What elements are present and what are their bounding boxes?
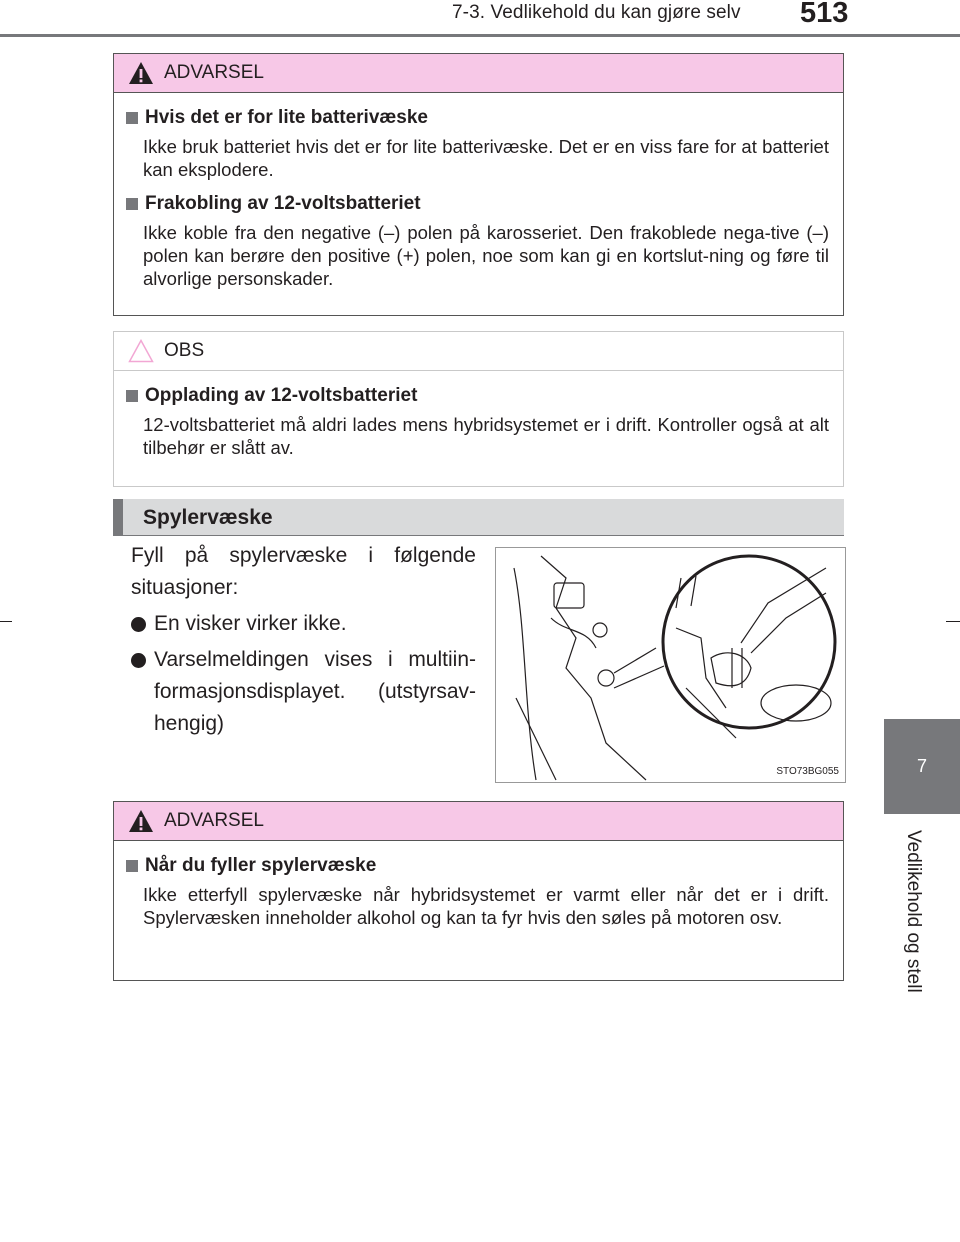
- square-bullet-icon: [126, 390, 138, 402]
- warning-box-1: [113, 53, 844, 316]
- item-text: Ikke etterfyll spylervæske når hybridsystemet er varmt eller når det er i drift. Spylervæsken inneholder alkohol og kan ta fyr hvis den søles på motoren osv.: [143, 884, 829, 928]
- crop-mark-right: [946, 621, 960, 622]
- section-header-bar: [113, 499, 844, 536]
- item-text: Ikke koble fra den negative (–) polen på karosseriet. Den frakoblede nega-tive (–) polen kan berøre den positive (+) polen, noe som kan gi en kortslut-ning og føre til alvorlige personskader.: [143, 222, 829, 289]
- caution-outline-triangle-icon: [128, 339, 154, 363]
- list-item: [131, 608, 476, 640]
- list-item-text: Varselmeldingen vises i multiin-formasjonsdisplayet. (utstyrsav-hengig): [154, 648, 476, 735]
- section-intro: Fyll på spylervæske i følgende situasjoner:: [131, 544, 476, 599]
- item-heading: [126, 855, 829, 877]
- item-heading-text: Opplading av 12-voltsbatteriet: [145, 385, 418, 406]
- item-heading: [126, 193, 829, 215]
- section-title-header: 7-3. Vedlikehold du kan gjøre selv: [452, 2, 741, 23]
- warning-title: ADVARSEL: [164, 62, 264, 83]
- item-heading: [126, 107, 829, 129]
- page-number: 513: [800, 0, 849, 29]
- header-rule: [0, 34, 960, 37]
- warning-title: ADVARSEL: [164, 810, 264, 831]
- chapter-tab: [884, 719, 960, 814]
- section-body: [131, 540, 476, 740]
- warning-triangle-icon: [128, 61, 154, 85]
- illustration-code: STO73BG055: [776, 766, 839, 777]
- chapter-number: 7: [916, 756, 927, 776]
- warning-box-2: [113, 801, 844, 981]
- warning-triangle-icon: [128, 809, 154, 833]
- notice-box-header: [114, 332, 843, 371]
- warning-box-header: [114, 802, 843, 841]
- square-bullet-icon: [126, 860, 138, 872]
- bullet-icon: [131, 653, 146, 668]
- item-heading-text: Når du fyller spylervæske: [145, 855, 377, 876]
- item-heading-text: Frakobling av 12-voltsbatteriet: [145, 193, 421, 214]
- square-bullet-icon: [126, 112, 138, 124]
- item-text: Ikke bruk batteriet hvis det er for lite batterivæske. Det er en viss fare for at batteriet kan eksplodere.: [143, 136, 829, 180]
- chapter-label: Vedlikehold og stell: [903, 830, 924, 993]
- bullet-icon: [131, 617, 146, 632]
- warning-box-body: [114, 841, 843, 953]
- washer-fluid-illustration: [495, 547, 846, 783]
- engine-bay-washer-drawing: [496, 548, 845, 782]
- section-title: Spylervæske: [143, 506, 273, 529]
- item-heading-text: Hvis det er for lite batterivæske: [145, 107, 428, 128]
- list-item-text: En visker virker ikke.: [154, 612, 347, 635]
- notice-title: OBS: [164, 340, 205, 361]
- notice-box: [113, 331, 844, 487]
- list-item: [131, 644, 476, 740]
- square-bullet-icon: [126, 198, 138, 210]
- warning-box-body: [114, 93, 843, 314]
- notice-box-body: [114, 371, 843, 483]
- item-text: 12-voltsbatteriet må aldri lades mens hybridsystemet er i drift. Kontroller også at alt tilbehør er slått av.: [143, 414, 829, 458]
- warning-box-header: [114, 54, 843, 93]
- crop-mark-left: [0, 621, 12, 622]
- item-heading: [126, 385, 829, 407]
